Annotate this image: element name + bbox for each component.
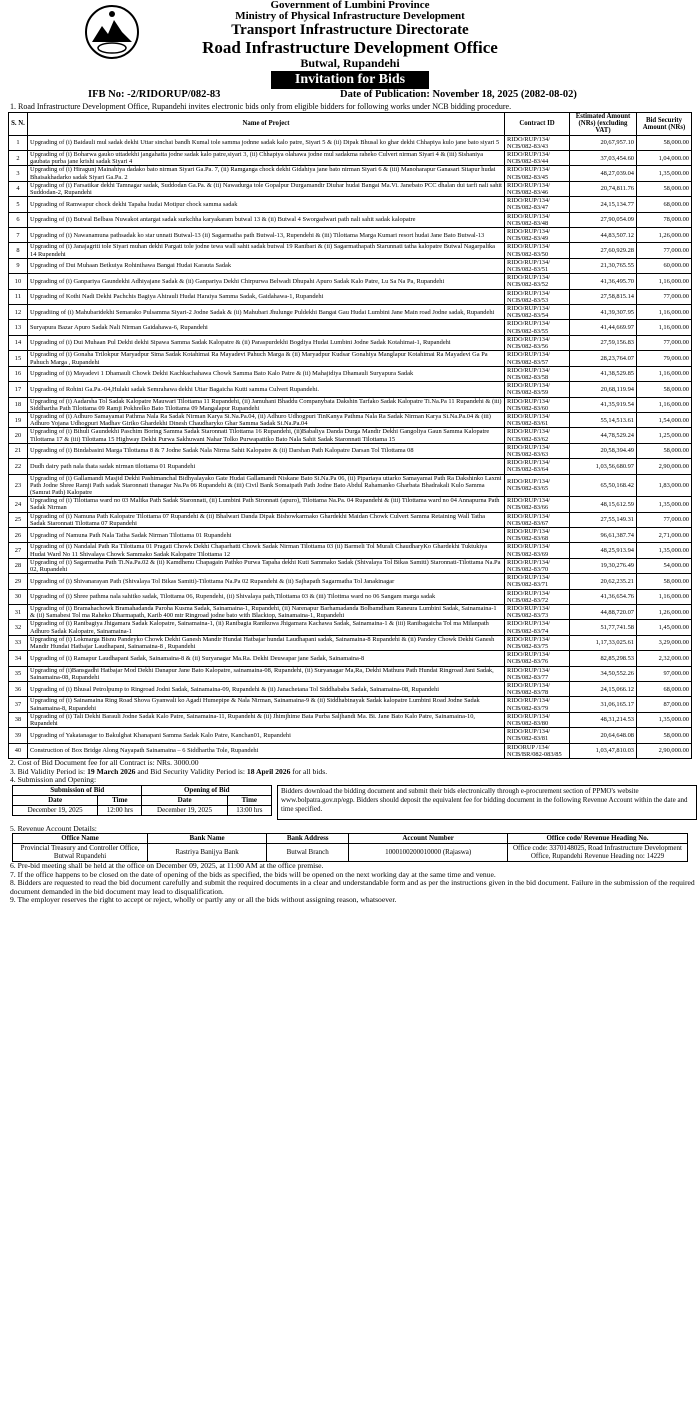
row-estimated-amount: 24,15,134.77	[570, 197, 637, 212]
row-project-name: Upgrading of (i) Ramapur Laudhapani Sadak, Sainamaina-8 & (ii) Suryanagar Ma.Ra. Dekhi Deuwapar jane Sadak, Sainamaina-8	[28, 651, 505, 666]
row-project-name: Dudh dairy path nala thata sadak nirman tilottama 01 Rupandehi	[28, 459, 505, 474]
submission-section	[12, 785, 700, 825]
row-sn: 2	[9, 151, 28, 166]
row-contract-id: RIDO/RUP/134/ NCB/082-83/43	[505, 135, 570, 150]
row-bid-security: 1,16,000.00	[637, 397, 692, 412]
row-sn: 23	[9, 474, 28, 497]
row-bid-security: 1,45,000.00	[637, 620, 692, 635]
table-row	[9, 543, 692, 558]
table-row	[9, 335, 692, 350]
row-bid-security: 58,000.00	[637, 382, 692, 397]
row-project-name: Upgrading of (i) Janajagriti tole Siyari muhan dekhi Pargati tole jodne tewa wall sahit sadak butwal 19 Ranibari & (ii) Sagarmathapath Starunnati tatha kalopatre Butwal Nagarpalika 14 Rupendehi	[28, 243, 505, 258]
row-estimated-amount: 48,15,612.59	[570, 497, 637, 512]
row-bid-security: 79,000.00	[637, 351, 692, 366]
row-bid-security: 1,35,000.00	[637, 166, 692, 181]
table-row	[9, 443, 692, 458]
row-bid-security: 58,000.00	[637, 574, 692, 589]
row-estimated-amount: 27,60,929.28	[570, 243, 637, 258]
table-row	[9, 497, 692, 512]
row-estimated-amount: 24,15,066.12	[570, 682, 637, 697]
table-row	[9, 574, 692, 589]
row-contract-id: RIDO/RUP/134/ NCB/082-83/53	[505, 289, 570, 304]
table-row	[9, 166, 692, 181]
row-contract-id: RIDO/RUP/134/ NCB/082-83/57	[505, 351, 570, 366]
table-row	[9, 682, 692, 697]
table-row	[9, 135, 692, 150]
row-contract-id: RIDO/RUP/134/ NCB/082-83/69	[505, 543, 570, 558]
row-contract-id: RIDO/RUP/134/ NCB/082-83/64	[505, 459, 570, 474]
row-estimated-amount: 1,17,33,025.61	[570, 635, 637, 650]
row-contract-id: RIDO/RUP/134/ NCB/082-83/63	[505, 443, 570, 458]
revenue-office-code: Office code: 3370148025, Road Infrastructure Development Office, Rupandehi Revenue Heading no: 14229	[508, 843, 688, 861]
row-contract-id: RIDO/RUP/134/ NCB/082-83/68	[505, 527, 570, 542]
row-bid-security: 1,83,000.00	[637, 474, 692, 497]
row-bid-security: 77,000.00	[637, 289, 692, 304]
row-project-name: Upgrading of (i) Gonaha Trilokpur Maryadpur Sima Sadak Kotahimai Ra Mayadevi Pahuch Marga & (ii) Maryadpur Kudsar Gonahiya Manglapur Kotahimai Ra Mayadevi Ga Pa Pahuch Marga , Rupandehi	[28, 351, 505, 366]
row-project-name: Upgrading of Namuna Path Nala Tatha Sadak Nirman Tilottama 01 Rupandehi	[28, 527, 505, 542]
note-validity: 3. Bid Validity Period is: 19 March 2026 and Bid Security Validity Period is: 18 April 2026 for all bids.	[10, 766, 328, 776]
row-contract-id: RIDO/RUP/134/ NCB/082-83/78	[505, 682, 570, 697]
row-sn: 27	[9, 543, 28, 558]
row-estimated-amount: 51,77,741.58	[570, 620, 637, 635]
row-bid-security: 1,16,000.00	[637, 274, 692, 289]
row-contract-id: RIDO/RUP/134/ NCB/082-83/55	[505, 320, 570, 335]
row-estimated-amount: 37,03,454.60	[570, 151, 637, 166]
row-bid-security: 58,000.00	[637, 135, 692, 150]
row-project-name: Upgrading of (i) Ranibagiya Jhigamara Sadak Kalopatre, Sainamaina-1, (ii) Ranibagia Ranikuwa Jhigamara Kachawa Sadak, Sainamaina-1 & (iii) Ranibagaicha Tol ma Milanpath Adhuro Sadak Kalopatre, Sainamaina-1	[28, 620, 505, 635]
row-estimated-amount: 20,58,394.49	[570, 443, 637, 458]
row-project-name: Upgrading of (i) Bihuli Gaundekhi Paschim Boring Samma Sadak Staronnati Tilottama 16 Rupandehi, (ii)Babaliya Danda Durga Mandir Dekhi Gangoliya Gaun Samma Kalopatre Tilottama 17 & (iii) Tilottama 15 Highway Dekhi Purwa Sakhuwani Nahar Tolko Purwapattiko Bato Nala Sahit Sadak Staronnati Tilottama 15	[28, 428, 505, 443]
row-sn: 12	[9, 305, 28, 320]
row-sn: 17	[9, 382, 28, 397]
row-project-name: Upgrading of (i) Lokmarga Bisnu Pandeyko Chowk Dekhi Ganesh Mandir Hundai Hatbajar hundai Laudhapani sadak, Sainamaina-8 Rupandehi & (ii) Pandey Chowk Dekhi Ganesh Mandir Hundai Hatbajar Laudhapani, Sainamaina-8 , Rupandehi	[28, 635, 505, 650]
row-project-name: Upgrading of Yakatanagar to Bakulghat Khanapani Samma Sadak Kalo Patre, Kanchan01, Rupandehi	[28, 728, 505, 743]
table-row	[9, 697, 692, 712]
row-estimated-amount: 44,88,720.07	[570, 605, 637, 620]
row-estimated-amount: 20,74,811.76	[570, 181, 637, 196]
row-contract-id: RIDO/RUP/134/ NCB/082-83/75	[505, 635, 570, 650]
table-row	[9, 351, 692, 366]
row-project-name: Upgrading of (i) Bhusal Petrolpump to Ringroad Jodni Sadak, Sainamaina-09, Rupandehi & (ii) Janachetana Tol Siddhababa Sadak, Sainamaina-08, Rupandehi	[28, 682, 505, 697]
row-bid-security: 1,26,000.00	[637, 228, 692, 243]
header-location: Butwal, Rupandehi	[300, 56, 400, 70]
row-estimated-amount: 41,39,307.95	[570, 305, 637, 320]
note-prebid: 6. Pre-bid meeting shall be held at the office on December 09, 2025, at 11:00 AM at the office premise.	[10, 860, 324, 870]
row-sn: 37	[9, 697, 28, 712]
row-contract-id: RIDO/RUP/134/ NCB/082-83/45	[505, 166, 570, 181]
row-contract-id: RIDO/RUP/134/ NCB/082-83/56	[505, 335, 570, 350]
row-contract-id: RIDO/RUP/134/ NCB/082-83/49	[505, 228, 570, 243]
row-sn: 22	[9, 459, 28, 474]
row-contract-id: RIDO/RUP/134/ NCB/082-83/73	[505, 605, 570, 620]
row-bid-security: 1,04,000.00	[637, 151, 692, 166]
row-contract-id: RIDO/RUP/134/ NCB/082-83/52	[505, 274, 570, 289]
row-estimated-amount: 27,59,156.83	[570, 335, 637, 350]
row-contract-id: RIDO/RUP/134/ NCB/082-83/62	[505, 428, 570, 443]
row-project-name: Upgrading of (i) Hiragunj Mainahiya dadako bato nirman Siyari Ga.Pa. 7, (ii) Ramganga chock dekhi Gidahiya jane bato nirman Siyari 6 & (iii) Manoharapur Ganasari Sitapur hudai Bhaisakhadarko sadak Siyari Ga.Pa. 2	[28, 166, 505, 181]
row-sn: 26	[9, 527, 28, 542]
row-bid-security: 2,90,000.00	[637, 459, 692, 474]
row-contract-id: RIDO/RUP/134/ NCB/082-83/47	[505, 197, 570, 212]
col-contract-id: Contract ID	[505, 113, 570, 136]
col-project: Name of Project	[28, 113, 505, 136]
header-ministry: Ministry of Physical Infrastructure Development	[235, 10, 465, 22]
row-project-name: Upgrading of (i) Bramahachowk Bramahadanda Paroha Kusma Sadak, Sainamaina-1, Rupandehi, (ii) Narenapur Barhamadanda Bolbamdham Raneura Lumbini Sadak, Sainamaina-1 & (ii) Samabesi Tol ma Raheko Dharmapath, Karib 400 mtr Ringroad jodne bato with Blacktop, Sainamaina-1, Rupandehi	[28, 605, 505, 620]
note-revenue-title: 5. Revenue Account Details:	[10, 823, 97, 833]
revenue-account-number: 1000100200010000 (Rajaswa)	[349, 843, 508, 861]
table-row	[9, 666, 692, 681]
table-row	[9, 289, 692, 304]
row-project-name: Upgrading of (i) Aadarsha Tol Sadak Kalopatre Mauwari Tilottama 11 Rupandehi, (ii) Jamuhani Bhaddu Companybata Dakshin Tarfako Sadak Kalopatre Ti.Na.Pa 11 Rupandehi & (iii) Siddhartha Path Tilottama 09 Ramji Pokhrelko Bato Tilottama 09 Mangalapur Rupandehi	[28, 397, 505, 412]
row-sn: 40	[9, 743, 28, 758]
row-estimated-amount: 1,03,47,810.03	[570, 743, 637, 758]
table-row	[9, 428, 692, 443]
row-contract-id: RIDO/RUP/134/ NCB/082-83/74	[505, 620, 570, 635]
row-sn: 34	[9, 651, 28, 666]
row-project-name: Upgrading of Ramwapur chock dekhi Tapaha hudai Motipur chock samma sadak	[28, 197, 505, 212]
row-sn: 30	[9, 589, 28, 604]
row-project-name: Upgrading of (i) Shivanarayan Path (Shivalaya Tol Bikas Samiti)-Tilottama Na.Pa 02 Rupandehi & (ii) Sajhapath Sagarmatha Tol Janakinagar	[28, 574, 505, 589]
row-contract-id: RIDO/RUP/134/ NCB/082-83/61	[505, 412, 570, 427]
notice-header	[0, 0, 700, 88]
row-project-name: Upgrading of (i) Adhuro Samayamai Pathma Nala Ra Sadak Nirman Karya Si.Na.Pa.04, (ii) Adhuro Udhogpuri TinKanya Pathma Nala Ra Sadak Nirman Karya Si.Na.Pa.04 & (iii) Adhuro Yojana Udhogpuri Madhav Giriko Ghardekhi Dinesh Chaudharyko Ghar Samma Sadak Si.Na.Pa.04	[28, 412, 505, 427]
row-estimated-amount: 82,85,298.53	[570, 651, 637, 666]
table-row	[9, 589, 692, 604]
publication-date: Date of Publication: November 18, 2025 (2082-08-02)	[340, 89, 577, 100]
row-estimated-amount: 27,90,054.09	[570, 212, 637, 227]
row-estimated-amount: 41,38,529.85	[570, 366, 637, 381]
row-estimated-amount: 96,61,387.74	[570, 527, 637, 542]
row-bid-security: 68,000.00	[637, 682, 692, 697]
row-estimated-amount: 21,30,765.55	[570, 258, 637, 273]
row-contract-id: RIDO/RUP/134/ NCB/082-83/81	[505, 728, 570, 743]
row-project-name: Upgrading of (i) Nawanamuna pathsadak ko star unnati Butwal-13 (ii) Sagarmatha path Butwal-13, Rupendehi & (iii) Tilottama Marga Kumari resort hudai Jane Bato Butwal-13	[28, 228, 505, 243]
row-sn: 13	[9, 320, 28, 335]
row-bid-security: 1,16,000.00	[637, 305, 692, 320]
row-contract-id: RIDO/RUP/134/ NCB/082-83/50	[505, 243, 570, 258]
row-estimated-amount: 44,78,529.24	[570, 428, 637, 443]
row-estimated-amount: 31,06,165.17	[570, 697, 637, 712]
row-contract-id: RIDO/RUP/134/ NCB/082-83/59	[505, 382, 570, 397]
row-contract-id: RIDO/RUP/134/ NCB/082-83/60	[505, 397, 570, 412]
table-row	[9, 366, 692, 381]
submission-time: 12:00 hrs	[98, 805, 142, 815]
row-estimated-amount: 48,27,039.04	[570, 166, 637, 181]
row-bid-security: 54,000.00	[637, 558, 692, 573]
row-estimated-amount: 48,31,214.53	[570, 712, 637, 727]
row-bid-security: 2,71,000.00	[637, 527, 692, 542]
row-contract-id: RIDO/RUP/134/ NCB/082-83/70	[505, 558, 570, 573]
table-row	[9, 397, 692, 412]
row-estimated-amount: 41,35,919.54	[570, 397, 637, 412]
row-bid-security: 97,000.00	[637, 666, 692, 681]
row-sn: 9	[9, 258, 28, 273]
row-bid-security: 1,16,000.00	[637, 366, 692, 381]
table-row	[9, 228, 692, 243]
row-bid-security: 87,000.00	[637, 697, 692, 712]
row-project-name: Upgrading of (i) Butwal Belbass Nuwakot antargat sadak surkchha karyakaram butwal 13 & (ii) Butwal 4 Sworgadwari path nali sahit sadak kalopatre	[28, 212, 505, 227]
row-bid-security: 1,16,000.00	[637, 320, 692, 335]
table-row	[9, 258, 692, 273]
row-project-name: Upgradiing of (i) Mahubaridekhi Semarako Pulsamma Siyari-2 Jodne Sadak & (ii) Mahubari Jhulunge Puldekhi Bangai Gau Hudai Lumbini Jane Main road Jodne sadak, Rupandehi	[28, 305, 505, 320]
row-sn: 7	[9, 228, 28, 243]
row-project-name: Construction of Box Bridge Along Nayapath Sainamaina – 6 Siddhartha Tole, Rupandehi	[28, 743, 505, 758]
row-contract-id: RIDO/RUP/134/ NCB/082-83/48	[505, 212, 570, 227]
row-estimated-amount: 41,44,669.97	[570, 320, 637, 335]
table-row	[9, 274, 692, 289]
row-project-name: Upgrading of (i) Namuna Path Kalopatre Tilottama 07 Rupandehi & (ii) Bhalwari Danda Dipak Bishowkarmako Ghardekhi Maidan Chowk Culvert Samma Retaining Wall Tatha Sadak Staronnati Tilottama 07 Rupandehi	[28, 512, 505, 527]
row-sn: 1	[9, 135, 28, 150]
row-project-name: Upgrading of (i) Sainamaina Ring Road Shova Gyanwali ko Agadi Humepipe & Nala Nirman, Sainamaina-9 & (ii) Siddhabinayak Sadak kalopatre Lumbini Road Jodne Sadak Sainamaina-8, Rupandehi	[28, 697, 505, 712]
row-sn: 28	[9, 558, 28, 573]
row-contract-id: RIDO/RUP/134/ NCB/082-83/51	[505, 258, 570, 273]
row-project-name: Upgrading of (i) Shree pathma nala sahitko sadak, Tilottama 06, Rupendehi, (ii) Shivalaya path,Tilottama 03 & (iii) Tilottma ward no 06 Sangam marga sadak	[28, 589, 505, 604]
row-bid-security: 2,32,000.00	[637, 651, 692, 666]
row-project-name: Upgrading of (i) Baidauli mul sadak dekhi Uttar sinchai bandh Kumal tole samma jodnne sadak kalo patre, Siyari 5 & (ii) Dipak Bhusal ko ghar dekhi Chhapiya kulo jane bato siyari 5	[28, 135, 505, 150]
row-project-name: Upgrading of (i) Mayadevi 1 Dhamauli Chowk Dekhi Kachkachahawa Chowk Samma Bato Kalo Patre & (ii) Mahajidiya Dhamauli Suryapura Sadak	[28, 366, 505, 381]
table-row	[9, 712, 692, 727]
row-sn: 38	[9, 712, 28, 727]
row-estimated-amount: 27,55,149.31	[570, 512, 637, 527]
row-estimated-amount: 1,03,56,680.97	[570, 459, 637, 474]
note-submission-title: 4. Submission and Opening:	[10, 775, 97, 785]
row-bid-security: 1,35,000.00	[637, 712, 692, 727]
row-bid-security: 58,000.00	[637, 728, 692, 743]
intro-note: 1. Road Infrastructure Development Office, Rupandehi invites electronic bids only from eligible bidders for following works under NCB bidding procedure.	[10, 102, 512, 111]
row-sn: 16	[9, 366, 28, 381]
title-banner: Invitation for Bids	[271, 71, 429, 89]
table-row	[9, 474, 692, 497]
row-project-name: Upgrading of (i) Sagarmatha Path Ti.Na.Pa.02 & (ii) Kamdhenu Chapagain Pathko Purwa Tapaha dekhi Kuti Sammako Sadak (Shivalaya Tol Bikas Samiti) Staronnati-Tilottama Na.Pa 02, Rupandehi	[28, 558, 505, 573]
row-sn: 20	[9, 428, 28, 443]
row-project-name: Upgrading of (i) Boharwa gauko uttadekhi jangahatta jodne sadak kalo patre,siyari 3, (ii) Chhapiya olahawa jodne mul sadakma raheko Culvert nirman Siyari 4 & (iii) Sishaniya gaubata purba jane krishi sadak Siyari 4	[28, 151, 505, 166]
table-row	[9, 212, 692, 227]
row-contract-id: RIDO/RUP/134/ NCB/082-83/77	[505, 666, 570, 681]
table-row	[9, 728, 692, 743]
row-bid-security: 60,000.00	[637, 258, 692, 273]
row-sn: 29	[9, 574, 28, 589]
row-contract-id: RIDO/RUP/134/ NCB/082-83/72	[505, 589, 570, 604]
row-estimated-amount: 20,62,235.21	[570, 574, 637, 589]
row-bid-security: 78,000.00	[637, 212, 692, 227]
note-closed-office: 7. If the office happens to be closed on the date of opening of the bids as specified, the bids will be opened on the next working day at the same time and venue.	[10, 869, 496, 879]
row-sn: 5	[9, 197, 28, 212]
submission-table: Submission of Bid Opening of Bid Date Time Date Time December 19, 2025 12:00 hrs December 19, 2025 13:00 hrs	[12, 785, 272, 816]
row-estimated-amount: 34,50,552.26	[570, 666, 637, 681]
row-contract-id: RIDO/RUP/134/ NCB/082-83/76	[505, 651, 570, 666]
row-sn: 19	[9, 412, 28, 427]
row-estimated-amount: 20,64,648.08	[570, 728, 637, 743]
opening-date: December 19, 2025	[142, 805, 227, 815]
row-contract-id: RIDO/RUP/134/ NCB/082-83/44	[505, 151, 570, 166]
row-sn: 8	[9, 243, 28, 258]
row-contract-id: RIDO/RUP/134/ NCB/082-83/67	[505, 512, 570, 527]
header-directorate: Transport Infrastructure Directorate	[231, 22, 469, 38]
security-validity-date: 18 April 2026	[246, 766, 291, 776]
row-sn: 36	[9, 682, 28, 697]
header-office: Road Infrastructure Development Office	[202, 38, 498, 57]
row-contract-id: RIDO/RUP/134/ NCB/082-83/46	[505, 181, 570, 196]
table-row	[9, 412, 692, 427]
table-row	[9, 605, 692, 620]
table-row	[9, 382, 692, 397]
row-bid-security: 58,000.00	[637, 443, 692, 458]
row-contract-id: RIDO/RUP/134/ NCB/082-83/71	[505, 574, 570, 589]
note-employer-rights: 9. The employer reserves the right to accept or reject, wholly or partly any or all the bids without assigning reason, whatsoever.	[10, 895, 397, 905]
opening-heading: Opening of Bid	[142, 785, 272, 795]
row-sn: 32	[9, 620, 28, 635]
bid-validity-date: 19 March 2026	[87, 766, 136, 776]
nepal-emblem-icon	[84, 4, 140, 60]
submission-heading: Submission of Bid	[13, 785, 142, 795]
row-sn: 33	[9, 635, 28, 650]
row-estimated-amount: 19,30,276.49	[570, 558, 637, 573]
row-project-name: Upgrading of (i) Tilottama ward no 03 Malika Path Sadak Staronnati, (ii) Lumbini Path Stronnati (apuro), Tilottama Na.Pa. 04 Rupandehi & (iii) Tilottama ward no 04 Annapurna Path Sadak Nirman	[28, 497, 505, 512]
row-bid-security: 77,000.00	[637, 243, 692, 258]
row-bid-security: 1,16,000.00	[637, 589, 692, 604]
row-sn: 3	[9, 166, 28, 181]
row-project-name: Upgrading of (i) Tali Dekhi Barauli Jodne Sadak Kalo Patre, Sainamaina-11, Rupandehi & (ii) Jhimjhime Bata Purba Saljhandi Ma. Bi. Jane Bato Kalo Patre, Sainamaina-10, Rupandehi	[28, 712, 505, 727]
table-row	[9, 635, 692, 650]
row-estimated-amount: 27,58,815.14	[570, 289, 637, 304]
revenue-bank: Rastriya Banijya Bank	[148, 843, 267, 861]
submission-date: December 19, 2025	[13, 805, 98, 815]
note-bid-fee: 2. Cost of Bid Document fee for all Contract is: NRs. 3000.00	[10, 758, 199, 768]
row-sn: 10	[9, 274, 28, 289]
ifb-number: IFB No: -2/RIDORUP/082-83	[88, 89, 221, 100]
row-estimated-amount: 41,36,495.70	[570, 274, 637, 289]
row-sn: 14	[9, 335, 28, 350]
ifb-row	[0, 88, 700, 102]
header-government: Government of Lumbini Province	[270, 0, 430, 11]
table-row	[9, 181, 692, 196]
row-project-name: Upgrading of (i) Ganpariya Gaundekhi Adhiyajane Sadak & (ii) Ganpariya Dekhi Chirpurwa Belwadi Dhupahi Apuro Sadak Kalo Patre, Lu Sa Na Pa, Rupandehi	[28, 274, 505, 289]
table-row	[9, 459, 692, 474]
note-read-document: 8. Bidders are requested to read the bid document carefully and submit the required documents in a clear and understandable form and as per the instructions given in the bid document. Failure in the submission of the required document demanded in the bid document may lead to disqualification.	[10, 878, 695, 896]
table-row	[9, 620, 692, 635]
row-estimated-amount: 20,68,119.94	[570, 382, 637, 397]
row-contract-id: RIDO/RUP/134/ NCB/082-83/54	[505, 305, 570, 320]
table-row	[9, 558, 692, 573]
table-row	[9, 305, 692, 320]
row-bid-security: 1,26,000.00	[637, 605, 692, 620]
row-estimated-amount: 65,50,168.42	[570, 474, 637, 497]
row-sn: 39	[9, 728, 28, 743]
table-row	[9, 743, 692, 758]
row-project-name: Suryapura Bazar Apuro Sadak Nali Nirman Gaidahawa-6, Rupandehi	[28, 320, 505, 335]
table-row	[9, 527, 692, 542]
row-project-name: Upgrading of (i) Bindabasini Marga Tilottama 8 & 7 Jodne Sadak Nala Nirma Sahit Kalopatre & (ii) Darshan Path Kalopatre Darsan Tol Tilottama 08	[28, 443, 505, 458]
table-row	[9, 651, 692, 666]
row-bid-security: 1,54,000.00	[637, 412, 692, 427]
row-project-name: Upgrading of Rohini Ga.Pa.-04,Hulaki sadak Semrahawa dekhi Uttar Bagaicha Kutti samma Culvert Rupandehi.	[28, 382, 505, 397]
row-estimated-amount: 28,23,764.07	[570, 351, 637, 366]
row-contract-id: RIDO/RUP/134/ NCB/082-83/80	[505, 712, 570, 727]
row-sn: 31	[9, 605, 28, 620]
row-bid-security: 77,000.00	[637, 335, 692, 350]
row-sn: 6	[9, 212, 28, 227]
row-sn: 21	[9, 443, 28, 458]
row-sn: 4	[9, 181, 28, 196]
row-bid-security: 77,000.00	[637, 512, 692, 527]
row-bid-security: 1,25,000.00	[637, 428, 692, 443]
row-sn: 35	[9, 666, 28, 681]
row-project-name: Upgrading of Dui Muhaan Betkuiya Rohinihawa Bangai Hudai Karauta Sadak	[28, 258, 505, 273]
row-bid-security: 3,29,000.00	[637, 635, 692, 650]
row-sn: 24	[9, 497, 28, 512]
col-sn: S. N.	[9, 113, 28, 136]
row-estimated-amount: 48,25,913.94	[570, 543, 637, 558]
works-table-body	[9, 135, 692, 758]
row-project-name: Upgrading of (i)Bansgadhi Hatbajar Mod Dekhi Danapur Jane Bato Kalopatre, sainamaina-08, Rupandehi, (ii) Suryanagar Ma,Ra, Dekhi Mathura Path Hundai Ringroad Jani Sadak, Sainamaina-08, Rupandehi	[28, 666, 505, 681]
table-row	[9, 512, 692, 527]
row-estimated-amount: 41,36,654.76	[570, 589, 637, 604]
row-bid-security: 58,000.00	[637, 181, 692, 196]
table-row	[9, 243, 692, 258]
opening-time: 13:00 hrs	[227, 805, 271, 815]
row-sn: 18	[9, 397, 28, 412]
table-row	[9, 197, 692, 212]
row-bid-security: 1,35,000.00	[637, 543, 692, 558]
row-project-name: Upgrading of Kothi Nadi Dekhi Pachchis Bagiya Ahirauli Hudai Haraiya Samma Sadak, Gaidahawa-1, Rupandehi	[28, 289, 505, 304]
revenue-office: Provincial Treasury and Controller Office, Butwal Rupandehi	[13, 843, 148, 861]
row-project-name: Upgrading of (i) Farsatikar dekhi Tamnagar sadak, Suddodan Ga.Pa. & (ii) Nawadurga tole Gopalpur Durgamandir Diuhar hudai Bangai Ma.Vi. Janebato PCC dhalan dui tarfi nali sahit Suddodan-2, Rupandehi	[28, 181, 505, 196]
row-bid-security: 1,35,000.00	[637, 497, 692, 512]
col-bid-security: Bid Security Amount (NRs)	[637, 113, 692, 136]
row-bid-security: 2,90,000.00	[637, 743, 692, 758]
row-sn: 25	[9, 512, 28, 527]
row-estimated-amount: 55,14,513.61	[570, 412, 637, 427]
row-contract-id: RIDORUP /134/ NCB/BR/082-083/85	[505, 743, 570, 758]
revenue-table: Office Name Bank Name Bank Address Account Number Office code/ Revenue Heading No. Provincial Treasury and Controller Office, Butwal Rupandehi Rastriya Banijya Bank Butwal Branch 1000100200010000 (Rajaswa) Office code: 3370148025, Road Infrastructure Development Office, Rupandehi Revenue Heading no: 14229	[12, 833, 688, 862]
row-project-name: Upgrading of (i) Nandalal Path Ra Tilottama 01 Pragati Chowk Dekhi Chaparhatti Chowk Sadak Nirman Tilottama 03 (ii) Barmeli Tol Murali ChaudharyKo Ghardekhi Tuktukiya Hudai Ward No 11 Shivalaya Chowk Sammako Sadak Kalopatre Tilottama 12	[28, 543, 505, 558]
row-estimated-amount: 20,67,957.10	[570, 135, 637, 150]
col-estimated-amount: Estimated Amount (NRs) (excluding VAT)	[570, 113, 637, 136]
works-table	[8, 112, 692, 759]
table-row	[9, 151, 692, 166]
row-bid-security: 68,000.00	[637, 197, 692, 212]
row-sn: 11	[9, 289, 28, 304]
row-contract-id: RIDO/RUP/134/ NCB/082-83/66	[505, 497, 570, 512]
row-project-name: Upgrading of (i) Gallamandi Masjid Dekhi Pashimanchal Bidhyalayako Gate Hudai Gallamandi Niskane Bato Si.Na.Pa 06, (ii) Pipariaya uttarko Samayamai Path Ra Dakshinko Laxmi Path Jodne Shree Ramji Path sadak Staronnati thanagar Na.Pa 06 Rupandehi & (iii) Civil Bank Somaipath Path Jodne Bato Abdul Rahamanko Gharbata Bhadrakali Kulo Samma (Samrat Path) Kalopatre	[28, 474, 505, 497]
row-contract-id: RIDO/RUP/134/ NCB/082-83/58	[505, 366, 570, 381]
works-table-header	[9, 113, 692, 136]
row-project-name: Upgrading of (i) Dui Muhaan Pul Dekhi dekhi Sipawa Samma Sadak Kalopatre & (ii) Paraspurdekhi Bogdiya Hudai Lumbini Jodne Sadak Kotahimai-1, Rupandehi	[28, 335, 505, 350]
row-sn: 15	[9, 351, 28, 366]
row-contract-id: RIDO/RUP/134/ NCB/082-83/79	[505, 697, 570, 712]
revenue-bank-address: Butwal Branch	[267, 843, 349, 861]
submission-note: Bidders download the bidding document and submit their bids electronically through e-procurement section of PPMO's website www.bolpatra.gov.np/egp. Bidders should deposit the equivalent fee for bidding document in the following Revenue Account within the date and time specified.	[277, 785, 697, 820]
table-row	[9, 320, 692, 335]
row-contract-id: RIDO/RUP/134/ NCB/082-83/65	[505, 474, 570, 497]
row-estimated-amount: 44,83,507.12	[570, 228, 637, 243]
